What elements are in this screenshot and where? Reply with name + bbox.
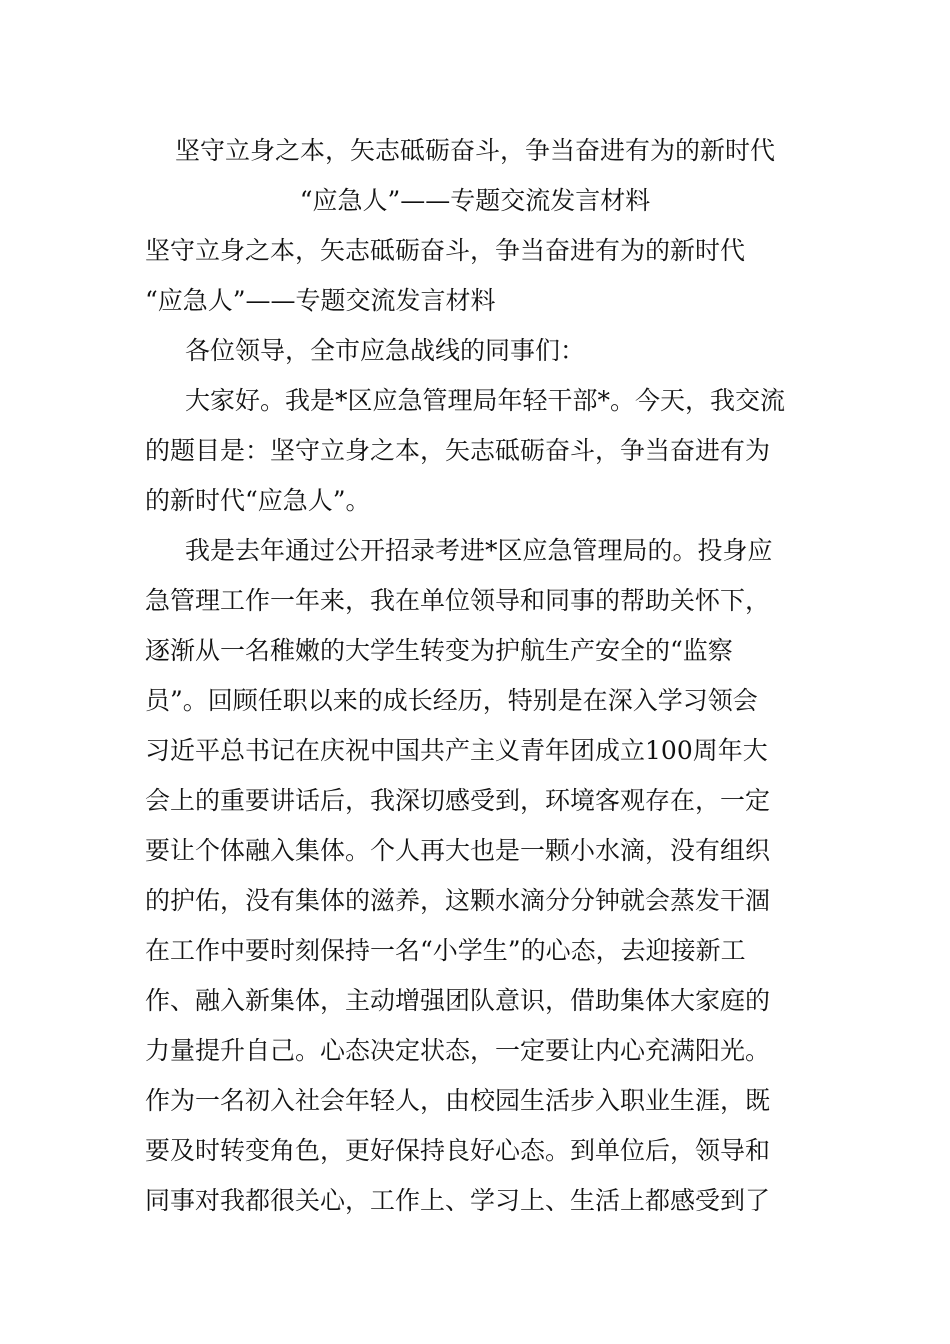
body-line-6: 的新时代“应急人”。 [145, 486, 371, 515]
body-line-3: 各位领导，全市应急战线的同事们： [185, 336, 586, 365]
body-line-13: 要让个体融入集体。个人再大也是一颗小水滴，没有组织 [145, 836, 771, 865]
body-line-12: 会上的重要讲话后，我深切感受到，环境客观存在，一定 [145, 786, 771, 815]
body-line-10: 员”。回顾任职以来的成长经历，特别是在深入学习领会 [145, 686, 758, 715]
body-line-1: 坚守立身之本，矢志砥砺奋斗，争当奋进有为的新时代 [145, 236, 746, 265]
body-line-7: 我是去年通过公开招录考进*区应急管理局的。投身应 [185, 536, 773, 565]
body-line-4: 大家好。我是*区应急管理局年轻干部*。今天，我交流 [185, 386, 786, 415]
body-line-8: 急管理工作一年来，我在单位领导和同事的帮助关怀下， [145, 586, 771, 615]
body-line-15: 在工作中要时刻保持一名“小学生”的心态，去迎接新工 [145, 936, 746, 965]
title-line-1: 坚守立身之本，矢志砥砺奋斗，争当奋进有为的新时代 [174, 136, 775, 165]
body-line-20: 同事对我都很关心，工作上、学习上、生活上都感受到了 [145, 1186, 771, 1215]
body-line-11: 习近平总书记在庆祝中国共产主义青年团成立100周年大 [145, 736, 768, 765]
title-line-2: “应急人”——专题交流发言材料 [299, 186, 651, 215]
body-line-19: 要及时转变角色，更好保持良好心态。到单位后，领导和 [145, 1136, 771, 1165]
body-line-9: 逐渐从一名稚嫩的大学生转变为护航生产安全的“监察 [145, 636, 733, 665]
body-line-16: 作、融入新集体，主动增强团队意识，借助集体大家庭的 [145, 986, 771, 1015]
body-line-18: 作为一名初入社会年轻人，由校园生活步入职业生涯，既 [145, 1086, 771, 1115]
body-line-2: “应急人”——专题交流发言材料 [145, 286, 496, 315]
body-line-17: 力量提升自己。心态决定状态，一定要让内心充满阳光。 [145, 1036, 771, 1065]
body-line-14: 的护佑，没有集体的滋养，这颗水滴分分钟就会蒸发干涸 [145, 886, 771, 915]
body-line-5: 的题目是：坚守立身之本，矢志砥砺奋斗，争当奋进有为 [145, 436, 771, 465]
